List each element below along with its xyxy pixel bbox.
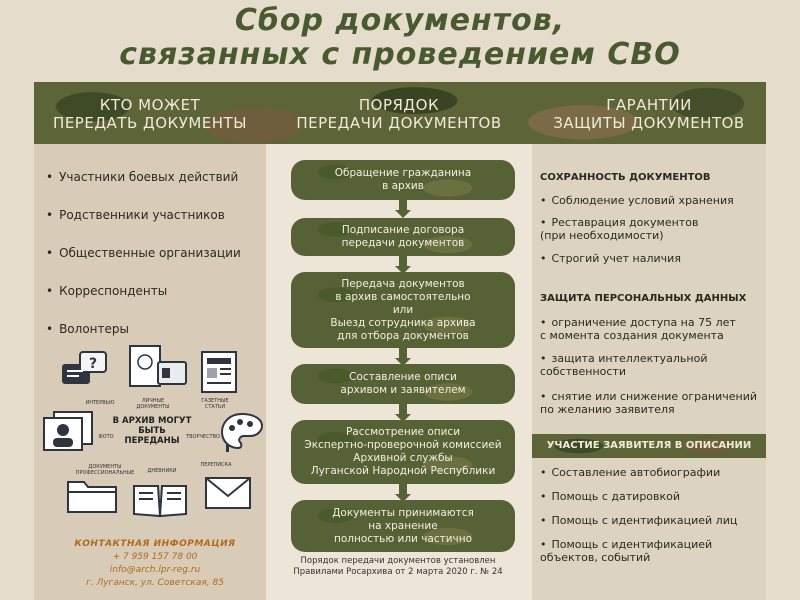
contact-heading: КОНТАКТНАЯ ИНФОРМАЦИЯ (74, 539, 236, 549)
contact-email: info@arch.lpr-reg.ru (109, 565, 201, 575)
list-item: • Помощь с идентификацией объектов, событий (540, 538, 762, 566)
participation-list (540, 466, 762, 566)
title-line-2: связанных с проведением СВО (119, 37, 681, 72)
who-list (46, 170, 262, 360)
flow-step-1 (291, 160, 515, 200)
list-item: • защита интеллектуальной собственности (540, 352, 762, 390)
list-item: • Реставрация документов (при необходимости) (540, 216, 762, 252)
correspondence-label: ПЕРЕПИСКА (200, 462, 232, 468)
title-line-1: Сбор документов, (234, 3, 566, 38)
list-item: • снятие или снижение ограничений по желанию заявителя (540, 390, 762, 420)
page-title (0, 4, 800, 72)
list-item: • Родственники участников (46, 208, 262, 246)
palette-icon (218, 410, 266, 454)
safety-heading: СОХРАННОСТЬ ДОКУМЕНТОВ (540, 172, 711, 183)
participation-heading: УЧАСТИЕ ЗАЯВИТЕЛЯ В ОПИСАНИИ (532, 434, 766, 458)
envelope-icon (204, 472, 252, 510)
flow-step-text: Обращение гражданина в архив (334, 167, 472, 192)
personal-data-list (540, 316, 762, 420)
newspaper-label: ГАЗЕТНЫЕ СТАТЬИ (201, 398, 229, 410)
list-item: • Помощь с датировкой (540, 490, 762, 514)
contact-phone: + 7 959 157 78 00 (112, 552, 198, 562)
flow-step-6 (291, 500, 515, 552)
diaries-label: ДНЕВНИКИ (147, 468, 177, 474)
personal-documents-label: ЛИЧНЫЕ ДОКУМЕНТЫ (136, 398, 170, 410)
list-item: • Соблюдение условий хранения (540, 194, 762, 216)
newspaper-icon (200, 350, 240, 394)
personal-documents-icon (128, 344, 190, 394)
open-book-icon (130, 480, 190, 520)
flow-arrow (399, 348, 407, 360)
creativity-label: ТВОРЧЕСТВО (186, 434, 220, 440)
flow-step-text: Документы принимаются на хранение полностью или частично (332, 506, 474, 545)
flow-arrow (399, 404, 407, 416)
archive-note: В АРХИВ МОГУТ БЫТЬ ПЕРЕДАНЫ (112, 416, 192, 446)
flow-arrow (399, 484, 407, 496)
contact-info (40, 538, 270, 590)
list-item: • Общественные организации (46, 246, 262, 284)
list-item: • Помощь с идентификацией лиц (540, 514, 762, 538)
flow-step-3 (291, 272, 515, 348)
column-header-guarantees: ГАРАНТИИ ЗАЩИТЫ ДОКУМЕНТОВ (553, 96, 745, 132)
flow-step-5 (291, 420, 515, 484)
flow-step-text: Составление описи архивом и заявителем (340, 371, 466, 396)
svg-text:?: ? (88, 356, 98, 372)
folder-icon (64, 474, 120, 514)
column-header-who: КТО МОЖЕТ ПЕРЕДАТЬ ДОКУМЕНТЫ (53, 96, 247, 132)
personal-data-heading: ЗАЩИТА ПЕРСОНАЛЬНЫХ ДАННЫХ (540, 293, 747, 304)
photo-label: ФОТО (98, 434, 114, 440)
header-camo-band (34, 82, 766, 144)
list-item: • Волонтеры (46, 322, 262, 360)
list-item: • Участники боевых действий (46, 170, 262, 208)
flow-step-2 (291, 218, 515, 256)
column-header-order: ПОРЯДОК ПЕРЕДАЧИ ДОКУМЕНТОВ (296, 96, 502, 132)
safety-list (540, 194, 762, 272)
list-item: • ограничение доступа на 75 лет с момента создания документа (540, 316, 762, 352)
flow-arrow (399, 256, 407, 268)
flow-step-text: Подписание договора передачи документов (341, 224, 465, 249)
list-item: • Корреспонденты (46, 284, 262, 322)
professional-documents-label: ДОКУМЕНТЫ ПРОФЕССИОНАЛЬНЫЕ (75, 464, 135, 476)
interview-label: ИНТЕРВЬЮ (85, 400, 115, 406)
interview-icon (60, 350, 110, 392)
list-item: • Составление автобиографии (540, 466, 762, 490)
flow-arrow (399, 200, 407, 212)
flow-step-4 (291, 364, 515, 404)
flow-step-text: Рассмотрение описи Экспертно-проверочной комиссией Архивной службы Луганской Народной Республики (304, 426, 502, 477)
contact-address: г. Луганск, ул. Советская, 85 (86, 578, 224, 588)
photo-icon (40, 410, 96, 454)
list-item: • Строгий учет наличия (540, 252, 762, 272)
flow-step-text: Передача документов в архив самостоятельно или Выезд сотрудника архива для отбора документов (330, 277, 476, 342)
procedure-footnote: Порядок передачи документов установлен Правилами Росархива от 2 марта 2020 г. № 24 (293, 556, 503, 577)
